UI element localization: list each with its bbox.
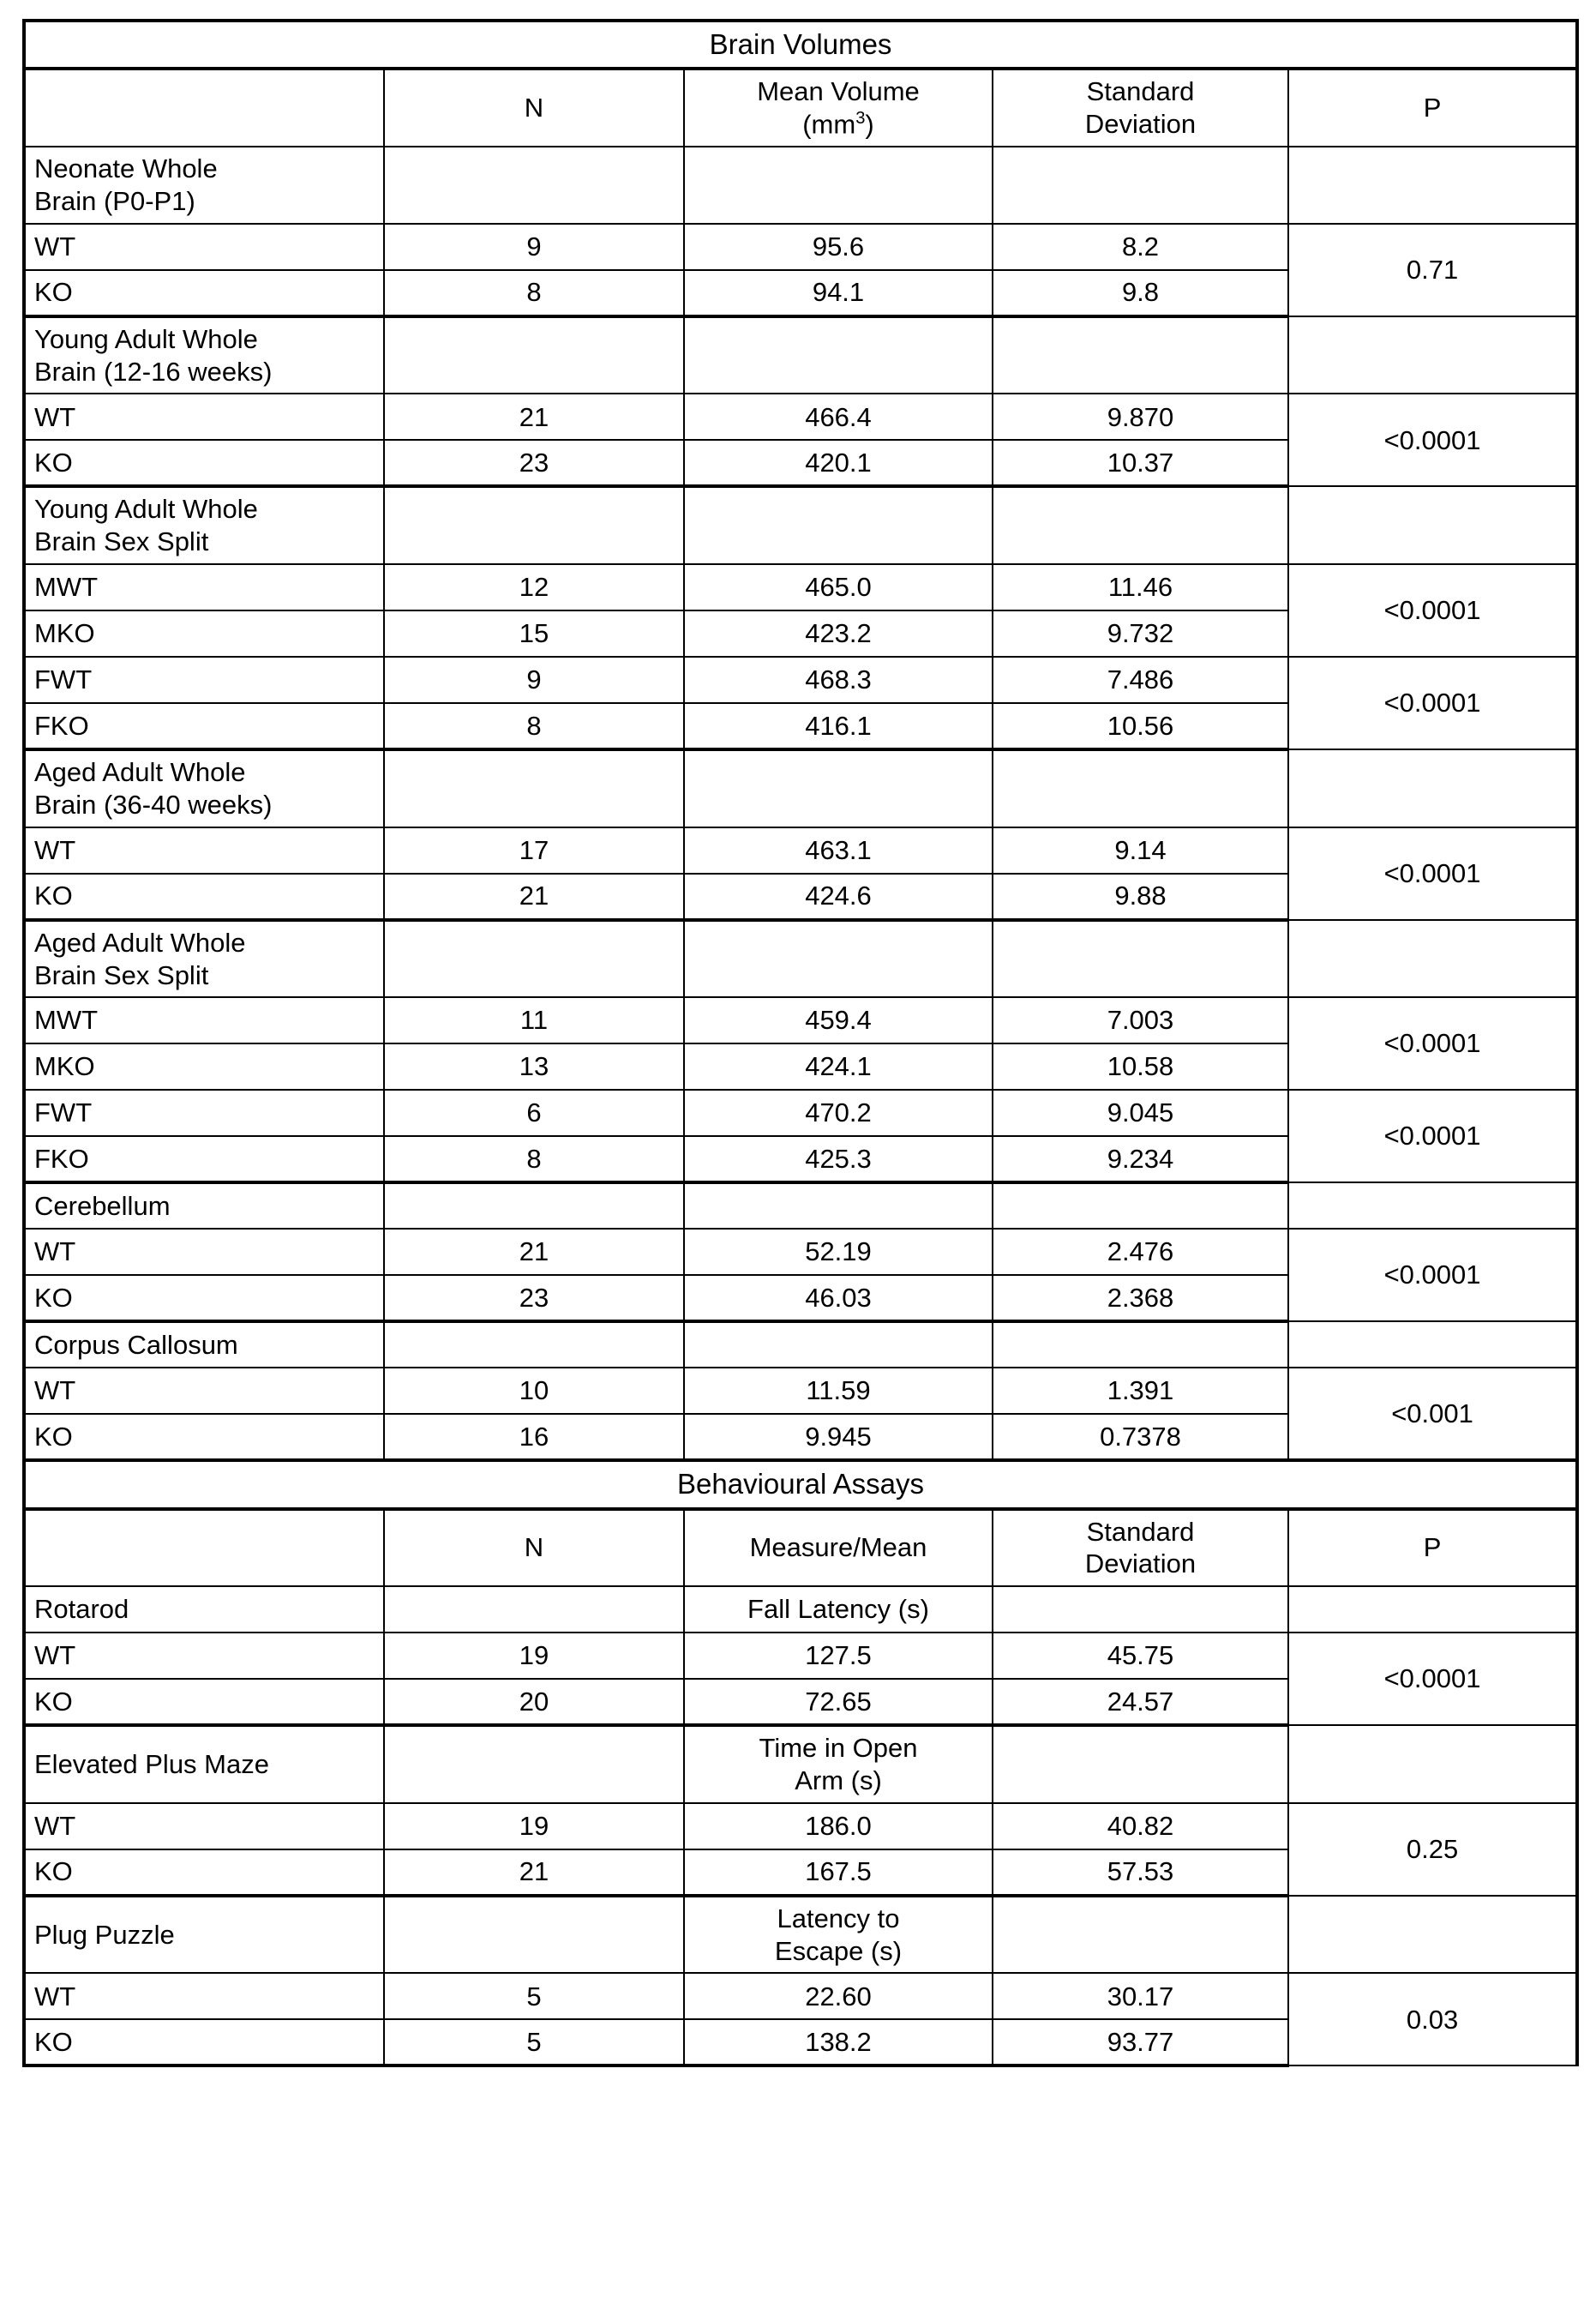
group-label-rotarod: Rotarod: [24, 1586, 384, 1633]
group-p-blank: [1288, 486, 1577, 564]
group-label-plug-puzzle: Plug Puzzle: [24, 1896, 384, 1974]
group-p-blank: [1288, 920, 1577, 998]
row-sd: 7.003: [993, 997, 1288, 1043]
row-sd: 24.57: [993, 1679, 1288, 1725]
row-genotype: FKO: [24, 703, 384, 749]
group-mean-blank: [684, 749, 993, 827]
group-label-line2: Brain Sex Split: [34, 526, 209, 557]
group-label-line1: Young Adult Whole: [34, 323, 258, 354]
header-mean-volume-exponent: 3: [855, 109, 866, 129]
row-genotype: WT: [24, 394, 384, 440]
group-label-line2: Brain Sex Split: [34, 959, 209, 990]
row-sd: 7.486: [993, 657, 1288, 703]
group-n-blank: [384, 749, 684, 827]
group-label-cerebellum: Cerebellum: [24, 1182, 384, 1229]
group-mean-blank: [684, 1182, 993, 1229]
group-mean-blank: [684, 1321, 993, 1368]
row-sd: 0.7378: [993, 1414, 1288, 1460]
row-n: 21: [384, 1229, 684, 1275]
group-n-blank: [384, 1586, 684, 1633]
row-genotype: KO: [24, 2019, 384, 2065]
header-standard-deviation: [993, 69, 1288, 147]
table-row: [24, 1803, 1577, 1849]
row-genotype: WT: [24, 1633, 384, 1679]
brain-volumes-and-behaviour-table: [22, 19, 1579, 2067]
group-measure-time-in-open-arm: [684, 1725, 993, 1803]
section-title-row: [24, 21, 1577, 69]
group-sd-blank: [993, 1321, 1288, 1368]
row-genotype: MKO: [24, 610, 384, 657]
group-label-line2: Brain (P0-P1): [34, 186, 195, 217]
row-genotype: MKO: [24, 1043, 384, 1090]
row-mean: 167.5: [684, 1849, 993, 1896]
row-genotype: MWT: [24, 564, 384, 610]
group-n-blank: [384, 147, 684, 224]
group-label-line1: Aged Adult Whole: [34, 757, 246, 788]
group-sd-blank: [993, 147, 1288, 224]
header-mean-volume: [684, 69, 993, 147]
row-mean: 459.4: [684, 997, 993, 1043]
row-n: 9: [384, 224, 684, 270]
group-p-blank: [1288, 749, 1577, 827]
row-n: 8: [384, 1136, 684, 1182]
group-measure-line1: Latency to: [777, 1903, 900, 1933]
group-measure-line2: Escape (s): [774, 1935, 903, 1966]
row-sd: 11.46: [993, 564, 1288, 610]
header-p: P: [1288, 1509, 1577, 1587]
group-header-row: [24, 486, 1577, 564]
row-genotype: WT: [24, 827, 384, 874]
row-sd: 2.476: [993, 1229, 1288, 1275]
row-mean: 46.03: [684, 1275, 993, 1321]
header-n: N: [384, 69, 684, 147]
row-mean: 52.19: [684, 1229, 993, 1275]
group-header-row: [24, 1182, 1577, 1229]
table-row: [24, 657, 1577, 703]
row-p-value: <0.0001: [1288, 564, 1577, 657]
row-mean: 94.1: [684, 270, 993, 316]
row-mean: 186.0: [684, 1803, 993, 1849]
row-p-value: 0.03: [1288, 1973, 1577, 2065]
row-n: 11: [384, 997, 684, 1043]
row-p-value: <0.001: [1288, 1368, 1577, 1460]
row-n: 9: [384, 657, 684, 703]
row-mean: 420.1: [684, 440, 993, 486]
group-n-blank: [384, 486, 684, 564]
row-sd: 9.234: [993, 1136, 1288, 1182]
row-n: 21: [384, 1849, 684, 1896]
row-mean: 470.2: [684, 1090, 993, 1136]
row-sd: 8.2: [993, 224, 1288, 270]
table-row: [24, 827, 1577, 874]
row-n: 17: [384, 827, 684, 874]
group-measure-fall-latency: Fall Latency (s): [684, 1586, 993, 1633]
group-sd-blank: [993, 486, 1288, 564]
row-mean: 424.1: [684, 1043, 993, 1090]
group-measure-line1: Time in Open: [759, 1733, 918, 1764]
row-mean: 22.60: [684, 1973, 993, 2019]
table-row: [24, 1973, 1577, 2019]
row-mean: 466.4: [684, 394, 993, 440]
group-label-young-adult: [24, 316, 384, 394]
row-genotype: WT: [24, 224, 384, 270]
row-p-value: <0.0001: [1288, 1090, 1577, 1182]
row-mean: 9.945: [684, 1414, 993, 1460]
row-genotype: MWT: [24, 997, 384, 1043]
group-header-row: [24, 1725, 1577, 1803]
group-label-aged-adult: [24, 749, 384, 827]
table-header-row: [24, 69, 1577, 147]
row-sd: 9.8: [993, 270, 1288, 316]
row-sd: 9.870: [993, 394, 1288, 440]
group-n-blank: [384, 316, 684, 394]
table-row: [24, 224, 1577, 270]
group-mean-blank: [684, 316, 993, 394]
row-sd: 40.82: [993, 1803, 1288, 1849]
row-n: 16: [384, 1414, 684, 1460]
row-genotype: WT: [24, 1803, 384, 1849]
row-sd: 93.77: [993, 2019, 1288, 2065]
row-genotype: WT: [24, 1973, 384, 2019]
table-row: [24, 1090, 1577, 1136]
row-n: 5: [384, 1973, 684, 2019]
header-mean-volume-unit-close: ): [865, 109, 874, 140]
group-label-line1: Neonate Whole: [34, 153, 218, 184]
group-measure-line2: Arm (s): [795, 1765, 882, 1796]
row-mean: 423.2: [684, 610, 993, 657]
row-sd: 9.732: [993, 610, 1288, 657]
row-genotype: FWT: [24, 657, 384, 703]
row-n: 19: [384, 1803, 684, 1849]
row-sd: 30.17: [993, 1973, 1288, 2019]
row-n: 6: [384, 1090, 684, 1136]
row-n: 23: [384, 1275, 684, 1321]
header-sd-line2: Deviation: [1084, 1548, 1197, 1579]
header-measure-mean: Measure/Mean: [684, 1509, 993, 1587]
row-sd: 57.53: [993, 1849, 1288, 1896]
section-title-row: [24, 1460, 1577, 1508]
group-p-blank: [1288, 316, 1577, 394]
header-standard-deviation: [993, 1509, 1288, 1587]
row-mean: 463.1: [684, 827, 993, 874]
group-sd-blank: [993, 749, 1288, 827]
group-header-row: [24, 316, 1577, 394]
group-label-line1: Aged Adult Whole: [34, 927, 246, 958]
row-p-value: <0.0001: [1288, 657, 1577, 749]
group-sd-blank: [993, 1586, 1288, 1633]
group-sd-blank: [993, 316, 1288, 394]
table-row: [24, 997, 1577, 1043]
row-n: 20: [384, 1679, 684, 1725]
row-sd: 9.88: [993, 874, 1288, 920]
row-genotype: KO: [24, 874, 384, 920]
row-mean: 138.2: [684, 2019, 993, 2065]
group-n-blank: [384, 1321, 684, 1368]
row-sd: 1.391: [993, 1368, 1288, 1414]
group-header-row: [24, 1586, 1577, 1633]
header-n: N: [384, 1509, 684, 1587]
table-row: [24, 394, 1577, 440]
row-mean: 465.0: [684, 564, 993, 610]
group-label-line1: Young Adult Whole: [34, 494, 258, 525]
group-p-blank: [1288, 1586, 1577, 1633]
group-n-blank: [384, 1725, 684, 1803]
row-n: 21: [384, 394, 684, 440]
section-title-behavioural-assays: Behavioural Assays: [24, 1460, 1577, 1508]
group-measure-latency-to-escape: [684, 1896, 993, 1974]
group-header-row: [24, 749, 1577, 827]
row-mean: 95.6: [684, 224, 993, 270]
group-label-aged-adult-sex-split: [24, 920, 384, 998]
group-p-blank: [1288, 147, 1577, 224]
table-row: [24, 1633, 1577, 1679]
row-mean: 416.1: [684, 703, 993, 749]
row-n: 5: [384, 2019, 684, 2065]
group-p-blank: [1288, 1182, 1577, 1229]
table-row: [24, 1229, 1577, 1275]
row-genotype: WT: [24, 1229, 384, 1275]
group-label-line2: Brain (12-16 weeks): [34, 356, 273, 387]
row-sd: 9.045: [993, 1090, 1288, 1136]
row-sd: 45.75: [993, 1633, 1288, 1679]
row-sd: 10.58: [993, 1043, 1288, 1090]
group-mean-blank: [684, 486, 993, 564]
group-label-elevated-plus-maze: Elevated Plus Maze: [24, 1725, 384, 1803]
header-sd-line2: Deviation: [1084, 109, 1197, 140]
row-n: 23: [384, 440, 684, 486]
group-p-blank: [1288, 1725, 1577, 1803]
row-mean: 468.3: [684, 657, 993, 703]
row-n: 8: [384, 270, 684, 316]
group-header-row: [24, 1321, 1577, 1368]
group-n-blank: [384, 920, 684, 998]
row-genotype: KO: [24, 1679, 384, 1725]
group-n-blank: [384, 1896, 684, 1974]
row-mean: 424.6: [684, 874, 993, 920]
group-sd-blank: [993, 1725, 1288, 1803]
row-genotype: KO: [24, 440, 384, 486]
row-sd: 2.368: [993, 1275, 1288, 1321]
row-p-value: <0.0001: [1288, 1229, 1577, 1321]
row-sd: 10.37: [993, 440, 1288, 486]
header-blank-cell: [24, 69, 384, 147]
group-mean-blank: [684, 147, 993, 224]
group-mean-blank: [684, 920, 993, 998]
group-sd-blank: [993, 1182, 1288, 1229]
row-p-value: <0.0001: [1288, 394, 1577, 486]
header-p: P: [1288, 69, 1577, 147]
row-genotype: FWT: [24, 1090, 384, 1136]
row-genotype: WT: [24, 1368, 384, 1414]
group-p-blank: [1288, 1896, 1577, 1974]
table-row: [24, 1368, 1577, 1414]
row-p-value: 0.25: [1288, 1803, 1577, 1896]
group-label-neonate: [24, 147, 384, 224]
row-mean: 72.65: [684, 1679, 993, 1725]
header-blank-cell: [24, 1509, 384, 1587]
row-genotype: KO: [24, 1414, 384, 1460]
row-genotype: KO: [24, 270, 384, 316]
group-sd-blank: [993, 1896, 1288, 1974]
group-header-row: [24, 920, 1577, 998]
row-n: 10: [384, 1368, 684, 1414]
group-p-blank: [1288, 1321, 1577, 1368]
table-row: [24, 564, 1577, 610]
row-n: 21: [384, 874, 684, 920]
row-n: 19: [384, 1633, 684, 1679]
group-header-row: [24, 147, 1577, 224]
row-p-value: <0.0001: [1288, 997, 1577, 1090]
table-header-row: [24, 1509, 1577, 1587]
row-mean: 11.59: [684, 1368, 993, 1414]
row-genotype: FKO: [24, 1136, 384, 1182]
row-mean: 127.5: [684, 1633, 993, 1679]
row-n: 13: [384, 1043, 684, 1090]
group-label-line2: Brain (36-40 weeks): [34, 789, 273, 820]
row-sd: 9.14: [993, 827, 1288, 874]
row-n: 12: [384, 564, 684, 610]
header-sd-line1: Standard: [1086, 76, 1195, 107]
row-n: 8: [384, 703, 684, 749]
header-mean-volume-line1: Mean Volume: [757, 76, 920, 107]
row-mean: 425.3: [684, 1136, 993, 1182]
row-genotype: KO: [24, 1275, 384, 1321]
group-label-young-adult-sex-split: [24, 486, 384, 564]
header-sd-line1: Standard: [1086, 1516, 1195, 1547]
row-p-value: 0.71: [1288, 224, 1577, 316]
row-sd: 10.56: [993, 703, 1288, 749]
row-p-value: <0.0001: [1288, 827, 1577, 920]
row-n: 15: [384, 610, 684, 657]
group-header-row: [24, 1896, 1577, 1974]
group-sd-blank: [993, 920, 1288, 998]
group-label-corpus-callosum: Corpus Callosum: [24, 1321, 384, 1368]
group-n-blank: [384, 1182, 684, 1229]
row-genotype: KO: [24, 1849, 384, 1896]
header-mean-volume-unit-open: (mm: [802, 109, 856, 140]
row-p-value: <0.0001: [1288, 1633, 1577, 1725]
section-title-brain-volumes: Brain Volumes: [24, 21, 1577, 69]
